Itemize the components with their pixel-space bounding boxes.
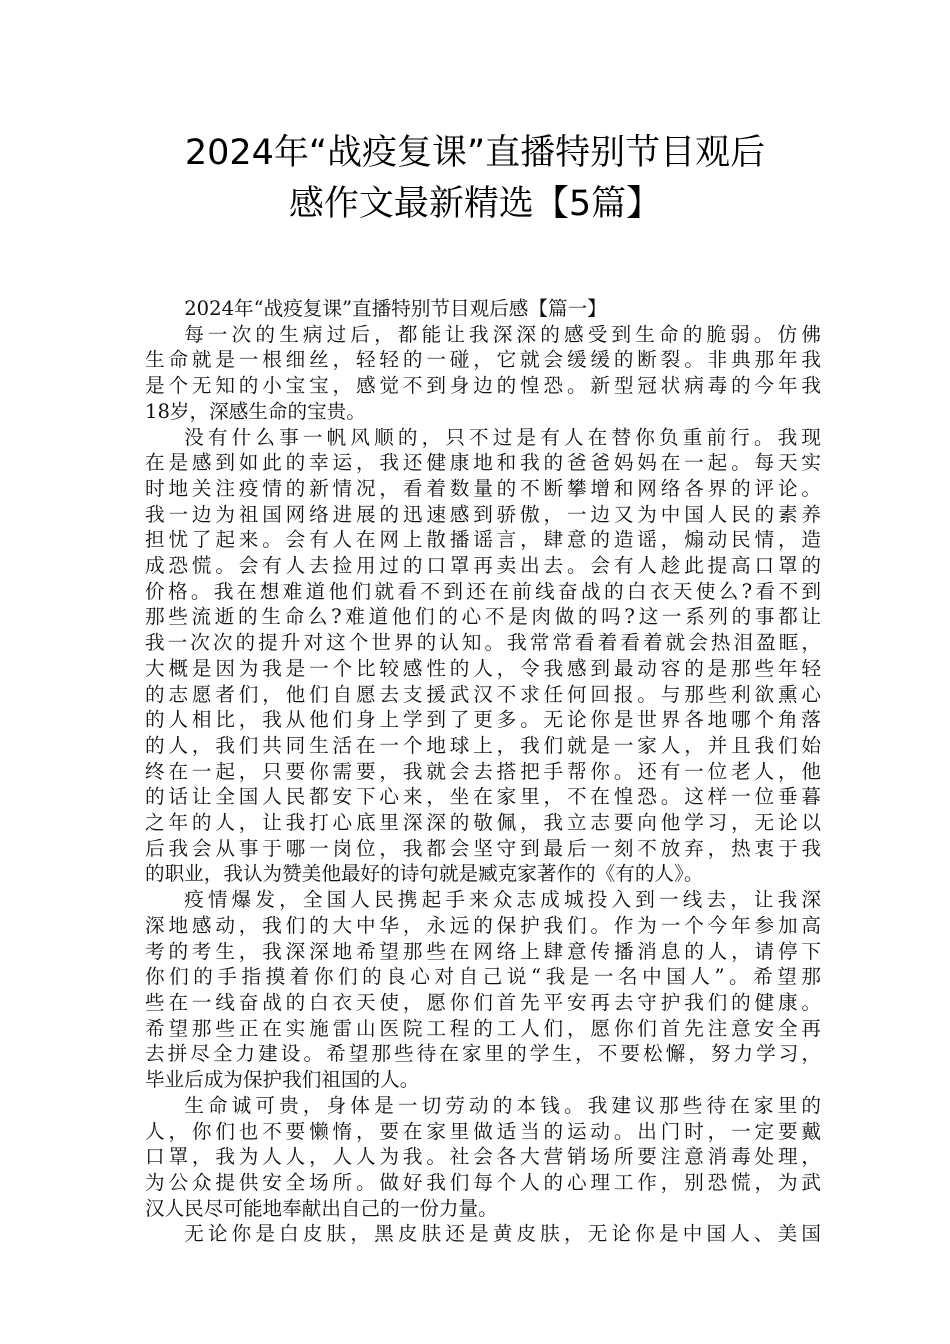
- text-line: 的人相比，我从他们身上学到了更多。无论你是世界各地哪个角落: [145, 708, 821, 732]
- text-line: 你们的手指摸着你们的良心对自己说“我是一名中国人”。希望那: [145, 965, 821, 989]
- text-line: 生命诚可贵，身体是一切劳动的本钱。我建议那些待在家里的: [184, 1093, 821, 1117]
- text-line: 每一次的生病过后，都能让我深深的感受到生命的脆弱。仿佛: [184, 322, 821, 346]
- text-line: 时地关注疫情的新情况，看着数量的不断攀增和网络各界的评论。: [145, 476, 821, 500]
- text-line: 没有什么事一帆风顺的，只不过是有人在替你负重前行。我现: [184, 425, 821, 449]
- text-line: 为公众提供安全场所。做好我们每个人的心理工作，别恐慌，为武: [145, 1170, 821, 1194]
- text-line: 价格。我在想难道他们就看不到还在前线奋战的白衣天使么?看不到: [145, 579, 821, 603]
- text-line: 毕业后成为保护我们祖国的人。: [145, 1068, 420, 1092]
- text-line: 口罩，我为人人，人人为我。社会各大营销场所要注意消毒处理，: [145, 1145, 821, 1169]
- document-title: [120, 128, 830, 230]
- text-line: 去拼尽全力建设。希望那些待在家里的学生，不要松懈，努力学习，: [145, 1042, 821, 1066]
- paragraph-2: [145, 425, 821, 888]
- text-line: 汉人民尽可能地奉献出自己的一份力量。: [145, 1196, 498, 1220]
- paragraph-1: [145, 322, 821, 425]
- paragraph-5: [145, 1221, 821, 1247]
- title-line-1: 2024年“战疫复课”直播特别节目观后: [184, 133, 766, 173]
- text-line: 在是感到如此的幸运，我还健康地和我的爸爸妈妈在一起。每天实: [145, 451, 821, 475]
- text-line: 的话让全国人民都安下心来，坐在家里，不在惶恐。这样一位垂暮: [145, 785, 821, 809]
- text-line: 大概是因为我是一个比较感性的人，令我感到最动容的是那些年轻: [145, 656, 821, 680]
- text-line: 成恐慌。会有人去捡用过的口罩再卖出去。会有人趁此提高口罩的: [145, 554, 821, 578]
- text-line: 是个无知的小宝宝，感觉不到身边的惶恐。新型冠状病毒的今年我: [145, 374, 821, 398]
- text-line: 考的考生，我深深地希望那些在网络上肆意传播消息的人，请停下: [145, 939, 821, 963]
- paragraph-3: [145, 887, 821, 1093]
- text-line: 生命就是一根细丝，轻轻的一碰，它就会缓缓的断裂。非典那年我: [145, 348, 821, 372]
- paragraph-4: [145, 1093, 821, 1222]
- title-line-2: 感作文最新精选【5篇】: [288, 184, 662, 224]
- text-line: 的人，我们共同生活在一个地球上，我们就是一家人，并且我们始: [145, 733, 821, 757]
- text-line: 终在一起，只要你需要，我就会去搭把手帮你。还有一位老人，他: [145, 759, 821, 783]
- section-heading: 2024年“战疫复课”直播特别节目观后感【篇一】: [184, 297, 607, 320]
- text-line: 担忧了起来。会有人在网上散播谣言，肆意的造谣，煽动民情，造: [145, 528, 821, 552]
- text-line: 无论你是白皮肤，黑皮肤还是黄皮肤，无论你是中国人、美国: [184, 1222, 821, 1246]
- text-line: 的志愿者们，他们自愿去支援武汉不求任何回报。与那些利欲熏心: [145, 682, 821, 706]
- text-line: 些在一线奋战的白衣天使，愿你们首先平安再去守护我们的健康。: [145, 990, 821, 1014]
- text-line: 后我会从事于哪一岗位，我都会坚守到最后一刻不放弃，热衷于我: [145, 836, 821, 860]
- document-body: [145, 296, 821, 1247]
- text-line: 人，你们也不要懒惰，要在家里做适当的运动。出门时，一定要戴: [145, 1119, 821, 1143]
- text-line: 疫情爆发，全国人民携起手来众志成城投入到一线去，让我深: [184, 888, 821, 912]
- text-line: 我一边为祖国网络进展的迅速感到骄傲，一边又为中国人民的素养: [145, 502, 821, 526]
- text-line: 那些流逝的生命么?难道他们的心不是肉做的吗?这一系列的事都让: [145, 605, 821, 629]
- text-line: 之年的人，让我打心底里深深的敬佩，我立志要向他学习，无论以: [145, 811, 821, 835]
- text-line: 希望那些正在实施雷山医院工程的工人们，愿你们首先注意安全再: [145, 1016, 821, 1040]
- text-line: 18岁，深感生命的宝贵。: [145, 399, 366, 423]
- text-line: 的职业，我认为赞美他最好的诗句就是臧克家著作的《有的人》。: [145, 862, 704, 886]
- text-line: 深地感动，我们的大中华，永远的保护我们。作为一个今年参加高: [145, 913, 821, 937]
- text-line: 我一次次的提升对这个世界的认知。我常常看着看着就会热泪盈眶，: [145, 631, 821, 655]
